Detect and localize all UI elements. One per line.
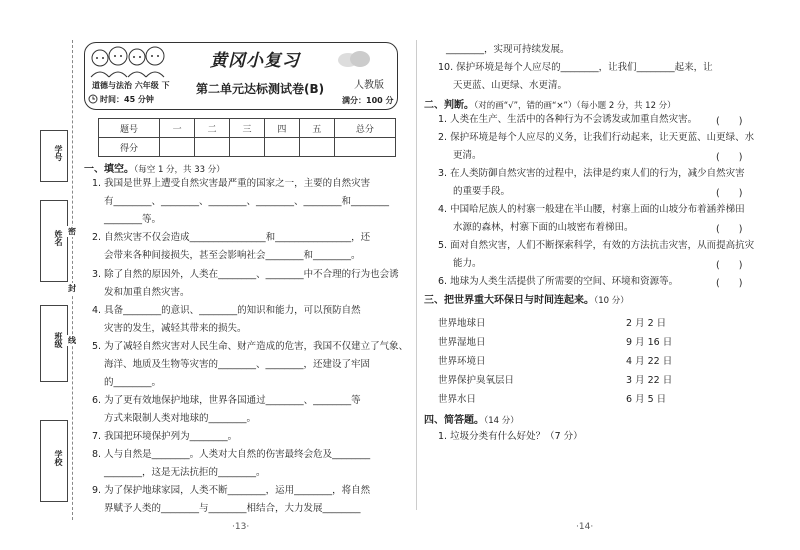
fill-line: 有________、________、________、________、________和________	[104, 196, 390, 207]
fill-line: 9. 为了保护地球家园，人类不断________，运用________，将自然	[92, 485, 371, 496]
score-header-cell: 二	[195, 119, 230, 138]
section3-note: （10 分）	[594, 296, 629, 306]
seal-word-2: 封	[68, 284, 76, 293]
judge-line: 能力。	[453, 258, 482, 269]
judge-line: 6. 地球为人类生活提供了所需要的空间、环境和资源等。	[438, 276, 679, 287]
fill-line: 海洋、地质及生物等灾害的________、________，还建设了牢固	[104, 359, 371, 370]
score-header-cell: 题号	[99, 119, 160, 138]
fill-line: 方式来限制人类对地球的________。	[104, 413, 257, 424]
fill-line: 灾害的发生，减轻其带来的损失。	[104, 323, 247, 334]
fill-line: 3. 除了自然的原因外，人类在________、________中不合理的行为也会诱	[92, 269, 399, 280]
fill-line: ________，实现可持续发展。	[446, 44, 570, 55]
score-header-cell: 五	[299, 119, 334, 138]
match-left-item[interactable]: 世界保护臭氧层日	[438, 375, 515, 386]
match-left-item[interactable]: 世界环境日	[438, 356, 486, 367]
seal-line	[72, 40, 73, 520]
fill-line: 1. 我国是世界上遭受自然灾害最严重的国家之一，主要的自然灾害	[92, 178, 371, 189]
judge-line: 2. 保护环境是每个人应尽的义务，让我们行动起来，让天更蓝、山更绿、水	[438, 132, 755, 143]
cloud-icon	[336, 50, 372, 68]
fill-line: ________，这是无法抗拒的________。	[104, 467, 266, 478]
fill-line: 会带来各种间接损失，甚至会影响社会________和________。	[104, 250, 361, 261]
match-right-item[interactable]: 9 月 16 日	[626, 337, 673, 348]
answer-paren[interactable]: ( )	[716, 152, 743, 163]
fill-line: 5. 为了减轻自然灾害对人民生命、财产造成的危害，我国不仅建立了气象、	[92, 341, 409, 352]
seal-word-3: 线	[68, 336, 76, 345]
answer-paren[interactable]: ( )	[716, 116, 743, 127]
match-right-item[interactable]: 2 月 2 日	[626, 318, 667, 329]
fill-line: 2. 自然灾害不仅会造成________________和________________，还	[92, 232, 371, 243]
short-answer-question: 1. 垃圾分类有什么好处？（7 分）	[438, 431, 583, 442]
section2-note: （对的画“√”，错的画“×”）（每小题 2 分，共 12 分）	[474, 101, 676, 111]
section3-title	[424, 291, 629, 306]
fill-line: 天更蓝、山更绿、水更清。	[453, 80, 568, 91]
page-number-left: ·13·	[232, 522, 250, 532]
fill-line: 的________。	[104, 377, 162, 388]
sidebar-label-name: 姓名	[54, 230, 63, 246]
edition-label: 人教版	[354, 80, 384, 91]
section1-note: （每空 1 分，共 33 分）	[134, 165, 225, 175]
score-cell[interactable]	[299, 138, 334, 157]
fill-line: 4. 具备________的意识、________的知识和能力，可以预防自然	[92, 305, 361, 316]
fill-line: 8. 人与自然是________。人类对大自然的伤害最终会危及________	[92, 449, 371, 460]
page-number-right: ·14·	[576, 522, 594, 532]
sidebar-label-school: 学校	[54, 450, 63, 466]
score-header-cell: 三	[230, 119, 265, 138]
section3-title-text: 三、把世界重大环保日与时间连起来。	[424, 295, 594, 306]
judge-line: 4. 中国哈尼族人的村寨一般建在半山腰，村寨上面的山坡分布着涵养梯田	[438, 204, 745, 215]
seal-word-1: 密	[68, 227, 76, 236]
score-label: 满分：100 分	[342, 96, 394, 105]
brand-logo: 黄冈小复习	[210, 51, 300, 71]
section4-title-text: 四、简答题。	[424, 415, 484, 426]
answer-paren[interactable]: ( )	[716, 224, 743, 235]
match-left-item[interactable]: 世界水日	[438, 394, 477, 405]
judge-line: 更清。	[453, 150, 482, 161]
section1-title-text: 一、填空。	[84, 164, 134, 175]
section1-title	[84, 160, 225, 175]
match-left-item[interactable]: 世界湿地日	[438, 337, 486, 348]
match-right-item[interactable]: 4 月 22 日	[626, 356, 673, 367]
section2-title-text: 二、判断。	[424, 100, 474, 111]
answer-paren[interactable]: ( )	[716, 278, 743, 289]
clock-icon	[88, 94, 98, 104]
score-header-cell: 一	[160, 119, 195, 138]
fill-line: 10. 保护环境是每个人应尽的________，让我们________起来，让	[438, 62, 713, 73]
judge-line: 3. 在人类防御自然灾害的过程中，法律是约束人们的行为，减少自然灾害	[438, 168, 745, 179]
score-header-cell: 四	[264, 119, 299, 138]
answer-paren[interactable]: ( )	[716, 260, 743, 271]
score-header-cell: 总分	[334, 119, 395, 138]
match-right-item[interactable]: 3 月 22 日	[626, 375, 673, 386]
fill-line: 7. 我国把环境保护列为________。	[92, 431, 238, 442]
score-cell[interactable]	[264, 138, 299, 157]
judge-line: 的重要手段。	[453, 186, 511, 197]
sidebar-label-id: 学号	[54, 145, 63, 161]
score-cell[interactable]	[334, 138, 395, 157]
fill-line: 6. 为了更有效地保护地球，世界各国通过________、________等	[92, 395, 361, 406]
match-right-item[interactable]: 6 月 5 日	[626, 394, 667, 405]
fill-line: ________等。	[104, 214, 162, 225]
judge-line: 水源的森林，村寨下面的山坡密布着梯田。	[453, 222, 634, 233]
time-label: 时间：45 分钟	[100, 95, 154, 104]
section4-note: （14 分）	[484, 416, 519, 426]
judge-line: 5. 面对自然灾害，人们不断探索科学，有效的方法抗击灾害，从而提高抗灾	[438, 240, 755, 251]
score-row-label: 得分	[99, 138, 160, 157]
fill-line: 发和加重自然灾害。	[104, 287, 190, 298]
answer-paren[interactable]: ( )	[716, 188, 743, 199]
section2-title	[424, 96, 676, 111]
judge-line: 1. 人类在生产、生活中的各种行为不会诱发或加重自然灾害。	[438, 114, 698, 125]
page-title: 第二单元达标测试卷(B)	[196, 82, 325, 96]
match-left-item[interactable]: 世界地球日	[438, 318, 486, 329]
fill-line: 界赋予人类的________与________相结合，大力发展________	[104, 503, 361, 514]
page-divider	[416, 40, 417, 510]
children-illustration-icon	[88, 44, 176, 78]
subject-label: 道德与法治 六年级 下	[92, 81, 170, 90]
score-cell[interactable]	[160, 138, 195, 157]
score-cell[interactable]	[195, 138, 230, 157]
score-table	[98, 118, 396, 157]
sidebar-label-class: 班级	[54, 332, 63, 348]
section4-title	[424, 411, 519, 426]
score-cell[interactable]	[230, 138, 265, 157]
